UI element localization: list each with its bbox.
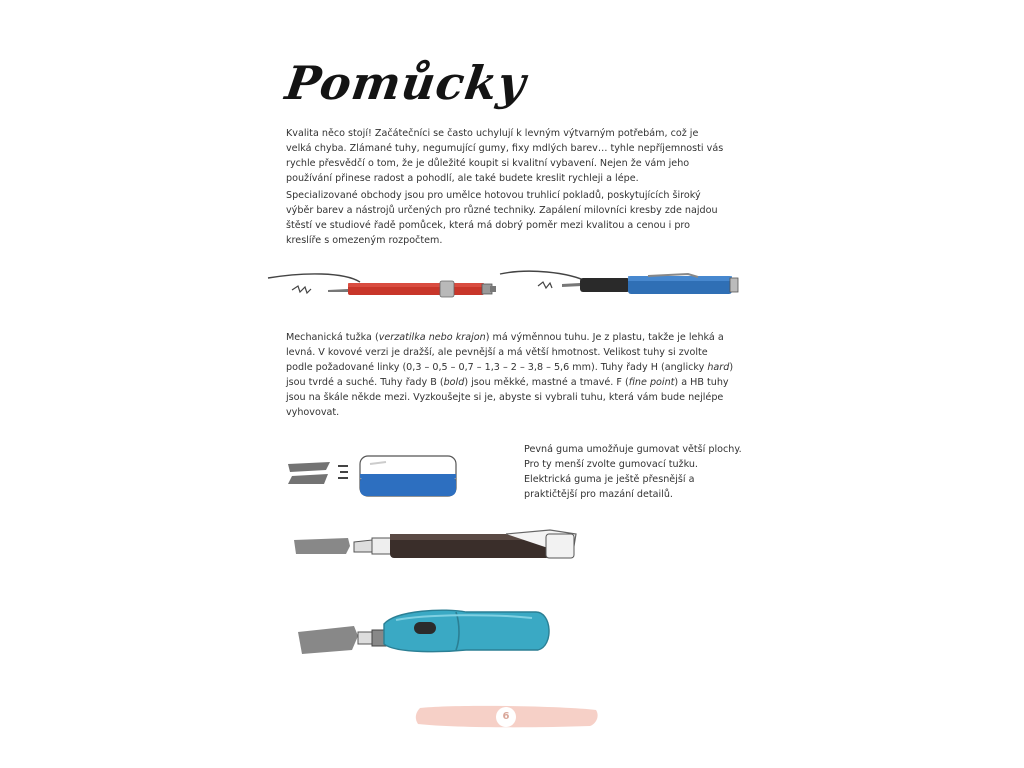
intro-paragraph: Kvalita něco stojí! Začátečníci se často uchylují k levným výtvarným potřebám, což je velká chyba. Zlámané tuhy, negumující gumy, fixy mdlých barev… tyhle nepříjemnosti vás rychle přesvědčí o tom, že je důležité koupit si kvalitní vybavení. Nejen že vám jeho používání přinese radost a pohodlí, ale také budete kreslit rychleji a lépe. [286,128,724,184]
blue-pencil-illustration [498,268,742,308]
mechanical-pencil-paragraph: Mechanická tužka (verzatilka nebo krajon) má výměnnou tuhu. Je z plastu, takže je lehká a levná. V kovové verzi je dražší, ale pevnější a má větší hmotnost. Velikost tuhy si zvolte podle požadované linky (0,3 – 0,5 – 0,7 – 1,3 – 2 – 3,8 – 5,6 mm). Tuhy řady H (anglicky hard) jsou tvrdé a suché. Tuhy řady B (bold) jsou měkké, mastné a tmavé. F (fine point) a HB tuhy jsou na škále někde mezi. Vyzkoušejte si je, abyste si vybrali tuhu, která vám bude nejlépe vyhovovat. [286,332,734,418]
shops-paragraph: Specializované obchody jsou pro umělce hotovou truhlicí pokladů, poskytujících široký výběr barev a nástrojů určených pro různé techniky. Zapálení milovníci kresby zde najdou štěstí ve studiové řadě pomůcek, která má dobrý poměr mezi kvalitou a cenou i pro kreslíře s omezeným rozpočtem. [286,190,718,246]
eraser-pencil-illustration [292,524,582,572]
red-pencil-illustration [264,268,504,308]
page-title: Pomůcky [282,56,530,110]
block-eraser-illustration [286,450,466,500]
eraser-paragraph: Pevná guma umožňuje gumovat větší plochy. Pro ty menší zvolte gumovací tužku. Elektrická guma je ještě přesnější a praktičtější pro mazání detailů. [524,444,742,500]
page-number: 6 [496,707,516,727]
electric-eraser-illustration [296,604,556,674]
